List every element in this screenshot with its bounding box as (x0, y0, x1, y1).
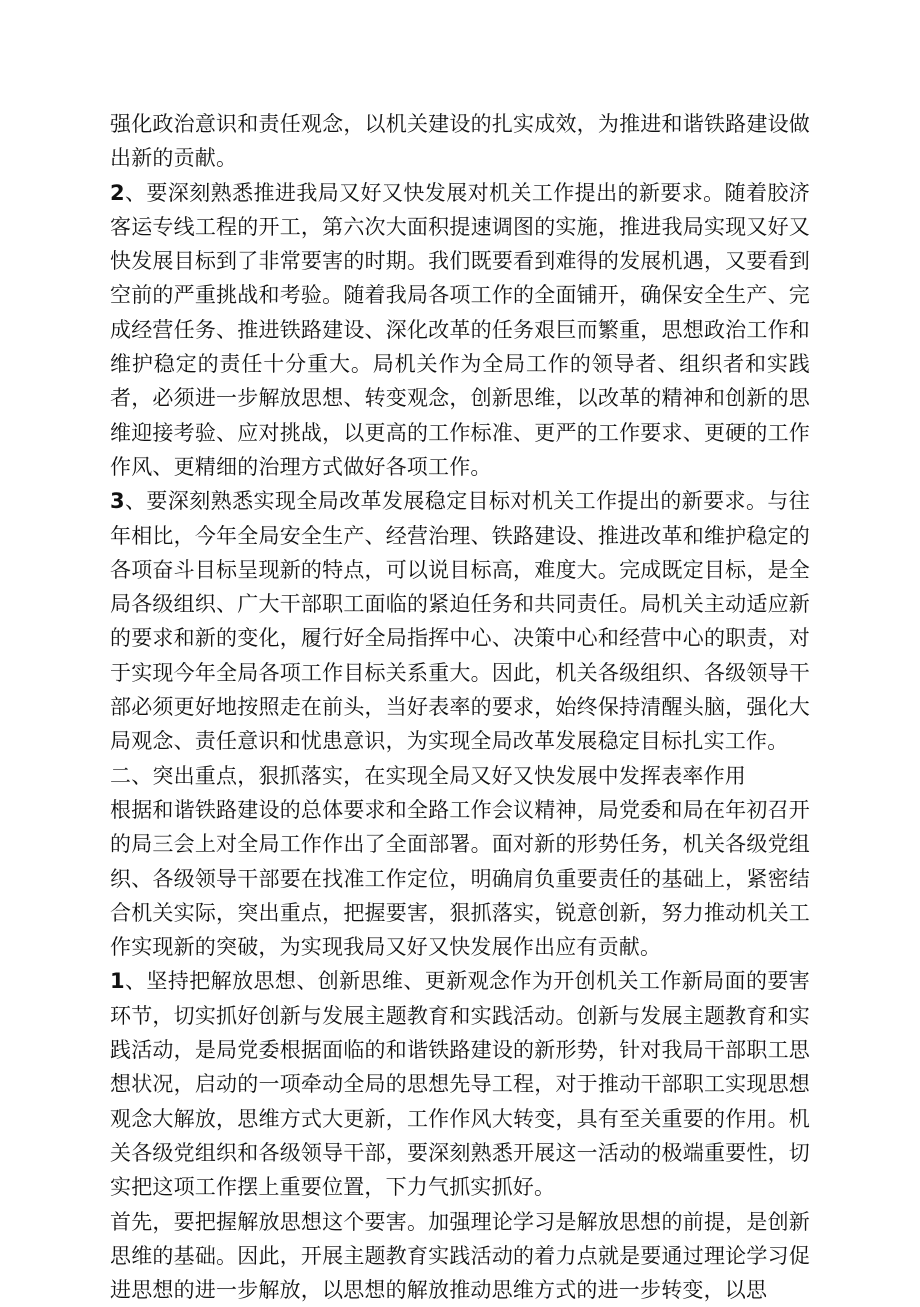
paragraph-2 (110, 176, 810, 485)
paragraph-2-number: 2 (110, 181, 125, 205)
section-heading-text: 二、突出重点，狠抓落实，在实现全局又好又快发展中发挥表率作用 (110, 764, 746, 788)
paragraph-3 (110, 484, 810, 758)
paragraph-3-text: 、要深刻熟悉实现全局改革发展稳定目标对机关工作提出的新要求。与往年相比，今年全局安全生产、经营治理、铁路建设、推进改革和维护稳定的各项奋斗目标呈现新的特点，可以说目标高，难度大。完成既定目标，是全局各级组织、广大干部职工面临的紧迫任务和共同责任。局机关主动适应新的要求和新的变化，履行好全局指挥中心、决策中心和经营中心的职责，对于实现今年全局各项工作目标关系重大。因此，机关各级组织、各级领导干部必须更好地按照走在前头，当好表率的要求，始终保持清醒头脑，强化大局观念、责任意识和忧患意识，为实现全局改革发展稳定目标扎实工作。 (110, 489, 810, 753)
paragraph-1-text: 强化政治意识和责任观念，以机关建设的扎实成效，为推进和谐铁路建设做出新的贡献。 (110, 112, 810, 170)
paragraph-1 (110, 107, 810, 176)
document-body (110, 107, 810, 1307)
paragraph-6 (110, 964, 810, 1204)
paragraph-7 (110, 1205, 810, 1307)
section-heading (110, 759, 810, 793)
paragraph-6-number: 1 (110, 969, 125, 993)
paragraph-5-text: 根据和谐铁路建设的总体要求和全路工作会议精神，局党委和局在年初召开的局三会上对全局工作作出了全面部署。面对新的形势任务，机关各级党组织、各级领导干部要在找准工作定位，明确肩负重要责任的基础上，紧密结合机关实际，突出重点，把握要害，狠抓落实，锐意创新，努力推动机关工作实现新的突破，为实现我局又好又快发展作出应有贡献。 (110, 798, 810, 959)
paragraph-2-text: 、要深刻熟悉推进我局又好又快发展对机关工作提出的新要求。随着胶济客运专线工程的开工，第六次大面积提速调图的实施，推进我局实现又好又快发展目标到了非常要害的时期。我们既要看到难得的发展机遇，又要看到空前的严重挑战和考验。随着我局各项工作的全面铺开，确保安全生产、完成经营任务、推进铁路建设、深化改革的任务艰巨而繁重，思想政治工作和维护稳定的责任十分重大。局机关作为全局工作的领导者、组织者和实践者，必须进一步解放思想、转变观念，创新思维，以改革的精神和创新的思维迎接考验、应对挑战，以更高的工作标准、更严的工作要求、更硬的工作作风、更精细的治理方式做好各项工作。 (110, 181, 810, 479)
paragraph-3-number: 3 (110, 489, 125, 513)
paragraph-6-text: 、坚持把解放思想、创新思维、更新观念作为开创机关工作新局面的要害环节，切实抓好创新与发展主题教育和实践活动。创新与发展主题教育和实践活动，是局党委根据面临的和谐铁路建设的新形势，针对我局干部职工思想状况，启动的一项牵动全局的思想先导工程，对于推动干部职工实现思想观念大解放，思维方式大更新，工作作风大转变，具有至关重要的作用。机关各级党组织和各级领导干部，要深刻熟悉开展这一活动的极端重要性，切实把这项工作摆上重要位置，下力气抓实抓好。 (110, 969, 810, 1199)
paragraph-7-text: 首先，要把握解放思想这个要害。加强理论学习是解放思想的前提，是创新思维的基础。因此，开展主题教育实践活动的着力点就是要通过理论学习促进思想的进一步解放，以思想的解放推动思维方式的进一步转变，以思 (110, 1210, 810, 1303)
paragraph-5 (110, 793, 810, 964)
